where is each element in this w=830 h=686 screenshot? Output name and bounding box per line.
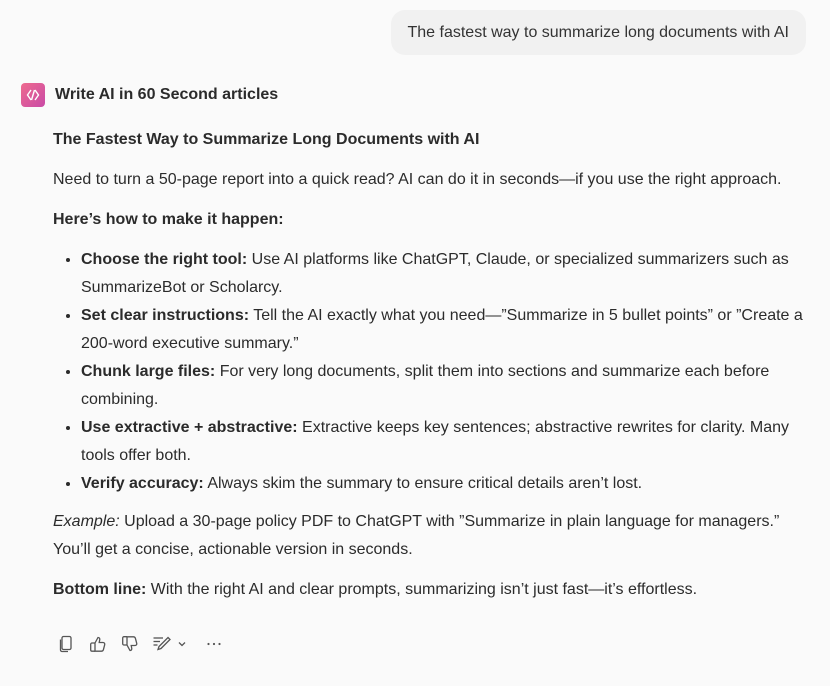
example-label: Example: xyxy=(53,513,120,530)
howto-heading: Here’s how to make it happen: xyxy=(53,211,284,228)
more-icon xyxy=(206,641,222,647)
bottom-line-label: Bottom line: xyxy=(53,581,147,598)
list-item xyxy=(81,246,818,302)
thumbs-up-icon xyxy=(89,635,107,653)
list-item xyxy=(81,358,818,414)
message-actions xyxy=(55,632,225,656)
bottom-line-paragraph xyxy=(53,576,818,604)
list-item-label: Verify accuracy: xyxy=(81,475,204,492)
more-button[interactable] xyxy=(203,632,225,656)
bottom-line-text: With the right AI and clear prompts, summarizing isn’t just fast—it’s effortless. xyxy=(146,581,698,598)
list-item-label: Choose the right tool: xyxy=(81,251,248,268)
rewrite-button[interactable] xyxy=(151,632,173,656)
dislike-button[interactable] xyxy=(119,632,141,656)
copy-button[interactable] xyxy=(55,632,77,656)
example-text: Upload a 30-page policy PDF to ChatGPT with ”Summarize in plain language for managers.” You’ll get a concise, actionable version in seconds. xyxy=(53,513,780,558)
user-message-bubble xyxy=(391,10,807,55)
list-item-text: Extractive keeps key sentences; abstractive rewrites for clarity. Many tools offer both. xyxy=(81,419,790,464)
list-item xyxy=(81,470,818,498)
tips-list xyxy=(53,246,818,498)
list-item-label: Set clear instructions: xyxy=(81,307,250,324)
list-item-text: Tell the AI exactly what you need—”Summarize in 5 bullet points” or ”Create a 200-word executive summary.” xyxy=(81,307,803,352)
article-intro: Need to turn a 50-page report into a quick read? AI can do it in seconds—if you use the right approach. xyxy=(53,171,782,188)
article-title: The Fastest Way to Summarize Long Documents with AI xyxy=(53,131,480,148)
rewrite-options-button[interactable] xyxy=(175,632,189,656)
list-item xyxy=(81,302,818,358)
list-item-text: For very long documents, split them into sections and summarize each before combining. xyxy=(81,363,770,408)
assistant-name: Write AI in 60 Second articles xyxy=(55,86,279,103)
rewrite-pen-icon xyxy=(152,635,172,653)
copy-icon xyxy=(58,635,74,653)
assistant-message xyxy=(53,126,818,616)
list-item-text: Use AI platforms like ChatGPT, Claude, or specialized summarizers such as SummarizeBot or Scholarcy. xyxy=(81,251,789,296)
user-message-text: The fastest way to summarize long documents with AI xyxy=(407,24,789,41)
thumbs-down-icon xyxy=(121,635,139,653)
assistant-header xyxy=(21,83,278,107)
example-paragraph xyxy=(53,508,818,564)
list-item-text: Always skim the summary to ensure critical details aren’t lost. xyxy=(203,475,643,492)
code-brackets-icon xyxy=(21,83,45,107)
like-button[interactable] xyxy=(87,632,109,656)
list-item-label: Chunk large files: xyxy=(81,363,216,380)
list-item-label: Use extractive + abstractive: xyxy=(81,419,298,436)
list-item xyxy=(81,414,818,470)
chevron-down-icon xyxy=(177,640,187,648)
